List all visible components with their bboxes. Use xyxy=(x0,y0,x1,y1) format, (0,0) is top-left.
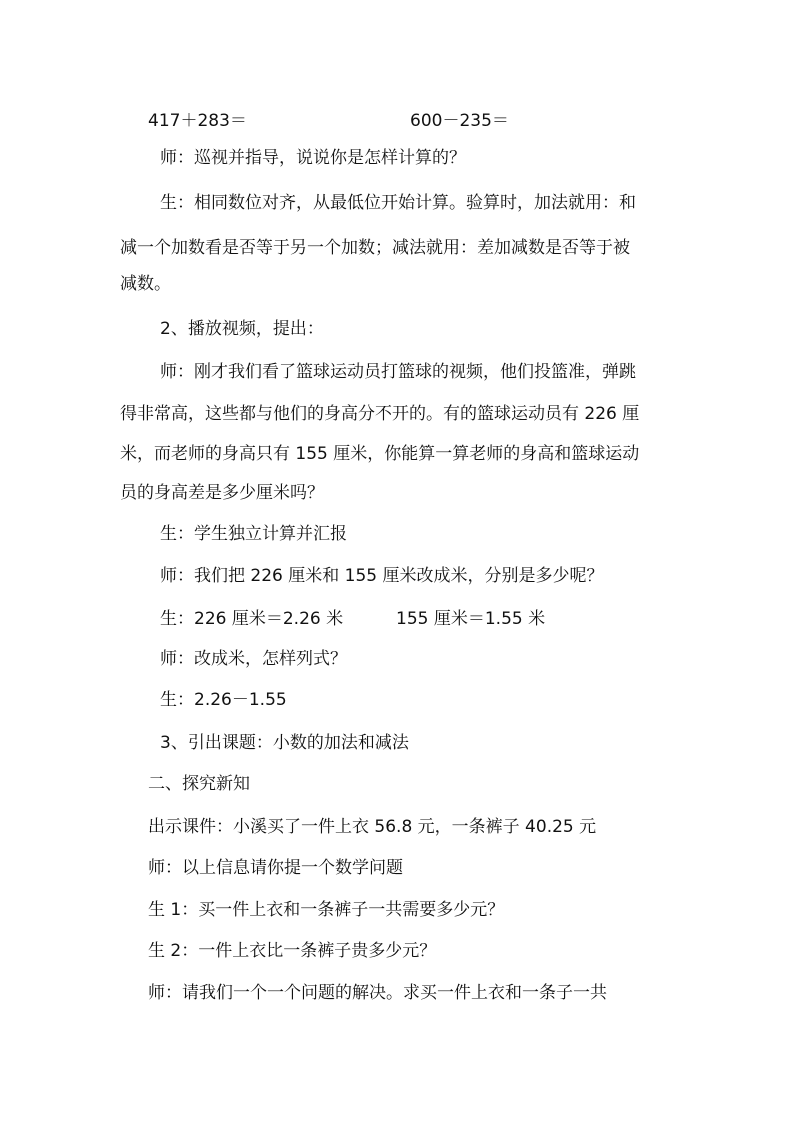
paragraph-line: 得非常高，这些都与他们的身高分不开的。有的篮球运动员有 226 厘 xyxy=(120,404,640,424)
paragraph-line: 师：以上信息请你提一个数学问题 xyxy=(148,858,403,878)
paragraph-line: 减一个加数看是否等于另一个加数；减法就用：差加减数是否等于被 xyxy=(120,238,630,258)
equation-addition: 417＋283＝ xyxy=(148,111,247,131)
paragraph-line: 生 1：买一件上衣和一条裤子一共需要多少元？ xyxy=(148,900,505,920)
conversion-155: 155 厘米＝1.55 米 xyxy=(396,609,546,629)
paragraph-line: 师：我们把 226 厘米和 155 厘米改成米，分别是多少呢？ xyxy=(160,566,604,586)
paragraph-line: 生：学生独立计算并汇报 xyxy=(160,524,347,544)
paragraph-line: 生 2：一件上衣比一条裤子贵多少元？ xyxy=(148,941,437,961)
conversion-226: 生：226 厘米＝2.26 米 xyxy=(160,609,344,629)
paragraph-line: 生：2.26－1.55 xyxy=(160,690,287,710)
paragraph-line: 员的身高差是多少厘米吗？ xyxy=(120,483,324,503)
conversion-row xyxy=(160,604,700,628)
paragraph-line: 师：巡视并指导，说说你是怎样计算的？ xyxy=(160,148,466,168)
paragraph-line: 师：改成米，怎样列式？ xyxy=(160,649,347,669)
paragraph-line: 出示课件：小溪买了一件上衣 56.8 元，一条裤子 40.25 元 xyxy=(148,817,597,837)
section-heading: 二、探究新知 xyxy=(148,774,250,794)
paragraph-line: 师：请我们一个一个问题的解决。求买一件上衣和一条子一共 xyxy=(148,983,607,1003)
section-heading: 2、播放视频，提出： xyxy=(160,319,324,339)
paragraph-line: 减数。 xyxy=(120,274,171,294)
section-heading: 3、引出课题：小数的加法和减法 xyxy=(160,733,409,753)
paragraph-line: 生：相同数位对齐，从最低位开始计算。验算时，加法就用：和 xyxy=(160,193,636,213)
equation-row xyxy=(148,106,708,130)
equation-subtraction: 600－235＝ xyxy=(410,111,509,131)
paragraph-line: 米，而老师的身高只有 155 厘米，你能算一算老师的身高和篮球运动 xyxy=(120,444,640,464)
paragraph-line: 师：刚才我们看了篮球运动员打篮球的视频，他们投篮准，弹跳 xyxy=(160,362,636,382)
